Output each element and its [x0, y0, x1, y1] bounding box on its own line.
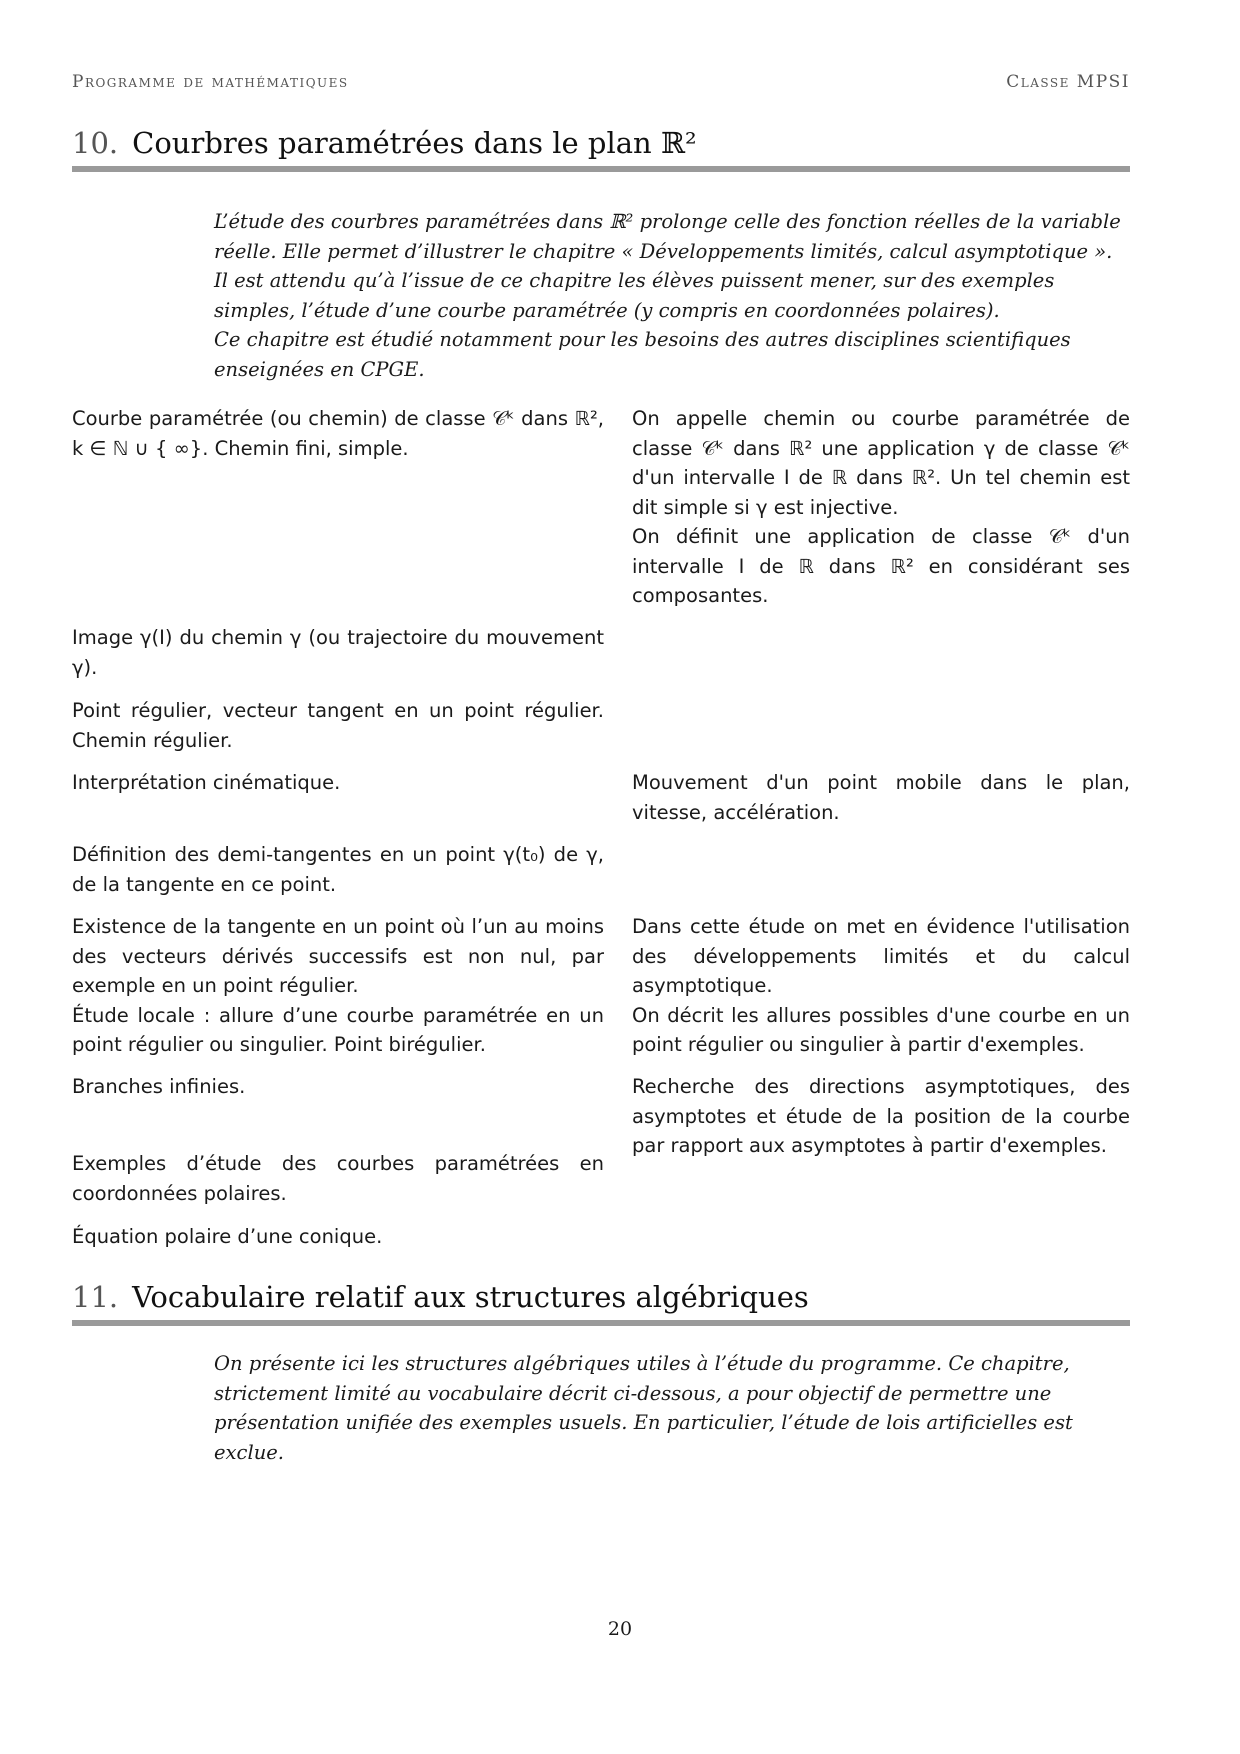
content-cell [72, 404, 604, 463]
section-10-number: 10. [72, 126, 119, 160]
section-11-number: 11. [72, 1280, 119, 1314]
section-11-intro [214, 1349, 1130, 1467]
header-right: Classe MPSI [1006, 72, 1130, 92]
comment-cell [632, 404, 1130, 611]
comment-text: On définit une application de classe 𝒞ᵏ d'un intervalle I de ℝ dans ℝ² en considérant ses composantes. [632, 525, 1130, 607]
comment-text: On décrit les allures possibles d'une courbe en un point régulier ou singulier à partir d'exemples. [632, 1003, 1130, 1056]
content-text: Existence de la tangente en un point où l’un au moins des vecteurs dérivés successifs est non nul, par exemple en un point régulier. [72, 915, 604, 997]
content-text: Exemples d’étude des courbes paramétrées en coordonnées polaires. [72, 1152, 604, 1205]
content-text: Branches infinies. [72, 1075, 246, 1098]
content-cell [72, 768, 604, 798]
content-cell [72, 1222, 604, 1252]
comment-cell [632, 768, 1130, 827]
content-cell [72, 1149, 604, 1208]
header-left: Programme de mathématiques [72, 72, 349, 92]
content-text: Étude locale : allure d’une courbe paramétrée en un point régulier ou singulier. Point birégulier. [72, 1003, 604, 1056]
comment-text: Mouvement d'un point mobile dans le plan, vitesse, accélération. [632, 771, 1130, 824]
content-cell [72, 840, 604, 899]
page-number: 20 [607, 1618, 633, 1640]
comment-text: Recherche des directions asymptotiques, des asymptotes et étude de la position de la courbe par rapport aux asymptotes à partir d'exemples. [632, 1075, 1130, 1157]
intro-paragraph: Ce chapitre est étudié notamment pour les besoins des autres disciplines scientifiques enseignées en CPGE. [214, 328, 1071, 381]
content-text: Équation polaire d’une conique. [72, 1225, 383, 1248]
content-text: Image γ(I) du chemin γ (ou trajectoire du mouvement γ). [72, 626, 604, 679]
section-10-intro [214, 207, 1130, 384]
intro-paragraph: On présente ici les structures algébriques utiles à l’étude du programme. Ce chapitre, strictement limité au vocabulaire décrit ci-dessous, a pour objectif de permettre une présentation unifiée des exemples usuels. En particulier, l’étude de lois artificielles est exclue. [214, 1352, 1073, 1464]
content-cell [72, 912, 604, 1060]
running-header [72, 72, 1130, 92]
section-11-title: Vocabulaire relatif aux structures algébriques [132, 1280, 809, 1314]
section-10-heading [72, 126, 1130, 172]
comment-text: Dans cette étude on met en évidence l'utilisation des développements limités et du calcul asymptotique. [632, 915, 1130, 997]
comment-cell [632, 912, 1130, 1060]
content-cell [72, 623, 604, 682]
section-11-heading [72, 1280, 1130, 1326]
content-cell [72, 696, 604, 755]
content-cell [72, 1072, 604, 1102]
comment-cell [632, 1072, 1130, 1161]
content-text: Définition des demi-tangentes en un point γ(t₀) de γ, de la tangente en ce point. [72, 843, 604, 896]
section-10-title: Courbres paramétrées dans le plan ℝ² [132, 126, 697, 160]
content-text: Courbe paramétrée (ou chemin) de classe 𝒞ᵏ dans ℝ², k ∈ ℕ ∪ { ∞}. Chemin fini, simple. [72, 407, 604, 460]
intro-paragraph: Il est attendu qu’à l’issue de ce chapitre les élèves puissent mener, sur des exemples simples, l’étude d’une courbe paramétrée (y compris en coordonnées polaires). [214, 269, 1055, 322]
content-text: Interprétation cinématique. [72, 771, 341, 794]
intro-paragraph: L’étude des courbres paramétrées dans ℝ² prolonge celle des fonction réelles de la variable réelle. Elle permet d’illustrer le chapitre « Développements limités, calcul asymptotique ». [214, 210, 1121, 263]
content-text: Point régulier, vecteur tangent en un point régulier. Chemin régulier. [72, 699, 604, 752]
comment-text: On appelle chemin ou courbe paramétrée de classe 𝒞ᵏ dans ℝ² une application γ de classe 𝒞ᵏ d'un intervalle I de ℝ dans ℝ². Un tel chemin est dit simple si γ est injective. [632, 407, 1130, 519]
